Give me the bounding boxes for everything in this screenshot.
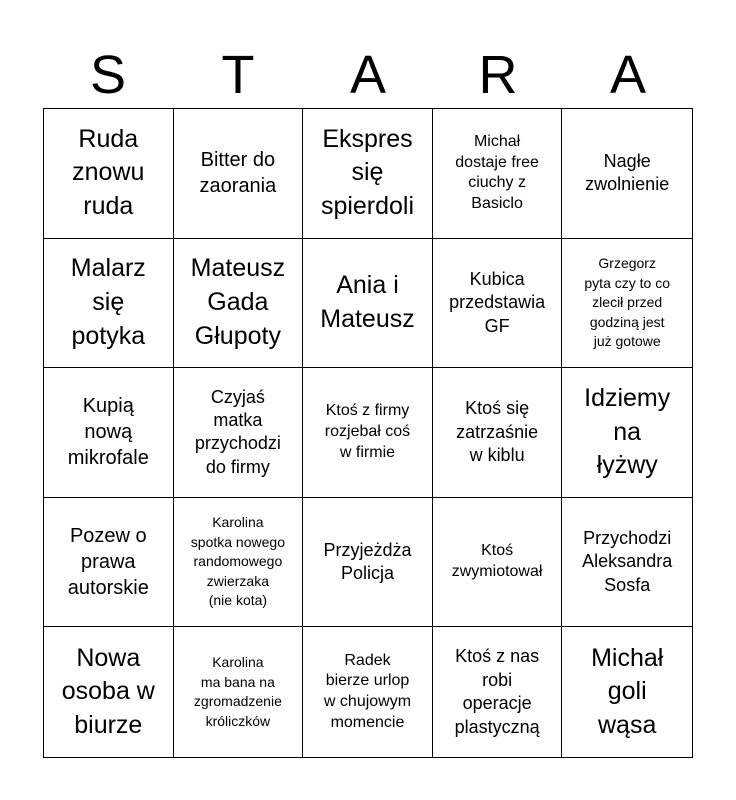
- bingo-cell-text: Przychodzi Aleksandra Sosfa: [582, 528, 673, 595]
- bingo-cell-5-2[interactable]: [174, 627, 304, 757]
- bingo-cell-1-2[interactable]: [174, 109, 304, 239]
- bingo-cell-text: Ktoś zwymiotował: [451, 542, 543, 581]
- bingo-cell-text: Pozew o prawa autorskie: [67, 525, 149, 600]
- bingo-cell-1-4[interactable]: [433, 109, 563, 239]
- bingo-cell-3-5[interactable]: [562, 368, 692, 498]
- bingo-cell-2-4[interactable]: [433, 239, 563, 369]
- bingo-cell-5-4[interactable]: [433, 627, 563, 757]
- bingo-cell-2-2[interactable]: [174, 239, 304, 369]
- bingo-cell-4-5[interactable]: [562, 498, 692, 628]
- header-letter-s: S: [89, 45, 127, 105]
- bingo-cell-3-4[interactable]: [433, 368, 563, 498]
- bingo-cell-text: Ruda znowu ruda: [72, 124, 145, 221]
- bingo-cell-2-3[interactable]: [303, 239, 433, 369]
- bingo-cell-2-1[interactable]: [44, 239, 174, 369]
- header-letter-t: T: [221, 45, 255, 105]
- bingo-cell-text: Idziemy na łyżwy: [584, 383, 671, 480]
- bingo-cell-text: Ania i Mateusz: [320, 271, 415, 333]
- bingo-cell-text: Ekspres się spierdoli: [320, 124, 415, 221]
- bingo-cell-text: Przyjeżdża Policja: [323, 539, 412, 584]
- bingo-cell-text: Radek bierze urlop w chujowym momencie: [323, 651, 412, 731]
- bingo-cell-text: Grzegorz pyta czy to co zlecił przed godziną jest już gotowe: [584, 254, 670, 350]
- bingo-cell-2-5[interactable]: [562, 239, 692, 369]
- bingo-cell-5-5[interactable]: [562, 627, 692, 757]
- bingo-cell-text: Czyjaś matka przychodzi do firmy: [194, 386, 281, 477]
- header-letter-a: A: [349, 45, 387, 105]
- bingo-cell-3-3[interactable]: [303, 368, 433, 498]
- header-letter-r: R: [478, 45, 518, 105]
- bingo-cell-text: Nagłe zwolnienie: [585, 150, 670, 195]
- bingo-cell-text: Kupią nową mikrofale: [67, 395, 149, 470]
- bingo-cell-4-1[interactable]: [44, 498, 174, 628]
- bingo-cell-3-1[interactable]: [44, 368, 174, 498]
- bingo-cell-1-1[interactable]: [44, 109, 174, 239]
- bingo-cell-text: Malarz się potyka: [70, 254, 146, 350]
- bingo-cell-text: Bitter do zaorania: [199, 149, 277, 198]
- bingo-cell-text: Kubica przedstawia GF: [449, 268, 546, 336]
- bingo-cell-text: Ktoś z firmy rozjebał coś w firmie: [324, 402, 411, 461]
- bingo-cell-5-1[interactable]: [44, 627, 174, 757]
- bingo-cell-text: Michał goli wąsa: [591, 643, 664, 740]
- header-letter-a-2: A: [609, 45, 647, 105]
- bingo-cell-text: Ktoś się zatrzaśnie w kiblu: [456, 398, 539, 466]
- bingo-cell-text: Karolina ma bana na zgromadzenie króliczków: [193, 654, 282, 729]
- bingo-cell-text: Mateusz Gada Głupoty: [190, 254, 286, 350]
- bingo-cell-4-3[interactable]: [303, 498, 433, 628]
- bingo-cell-5-3[interactable]: [303, 627, 433, 757]
- bingo-cell-text: Michał dostaje free ciuchy z Basiclo: [455, 132, 539, 213]
- bingo-cell-text: Karolina spotka nowego randomowego zwierzaka (nie kota): [190, 514, 285, 609]
- bingo-cell-1-3[interactable]: [303, 109, 433, 239]
- bingo-cell-4-4[interactable]: [433, 498, 563, 628]
- bingo-cell-text: Ktoś z nas robi operacje plastyczną: [454, 646, 540, 737]
- bingo-header: [43, 42, 693, 108]
- bingo-board: [43, 108, 693, 758]
- bingo-cell-text: Nowa osoba w biurze: [61, 643, 155, 740]
- bingo-cell-1-5[interactable]: [562, 109, 692, 239]
- bingo-cell-4-2[interactable]: [174, 498, 304, 628]
- bingo-cell-3-2[interactable]: [174, 368, 304, 498]
